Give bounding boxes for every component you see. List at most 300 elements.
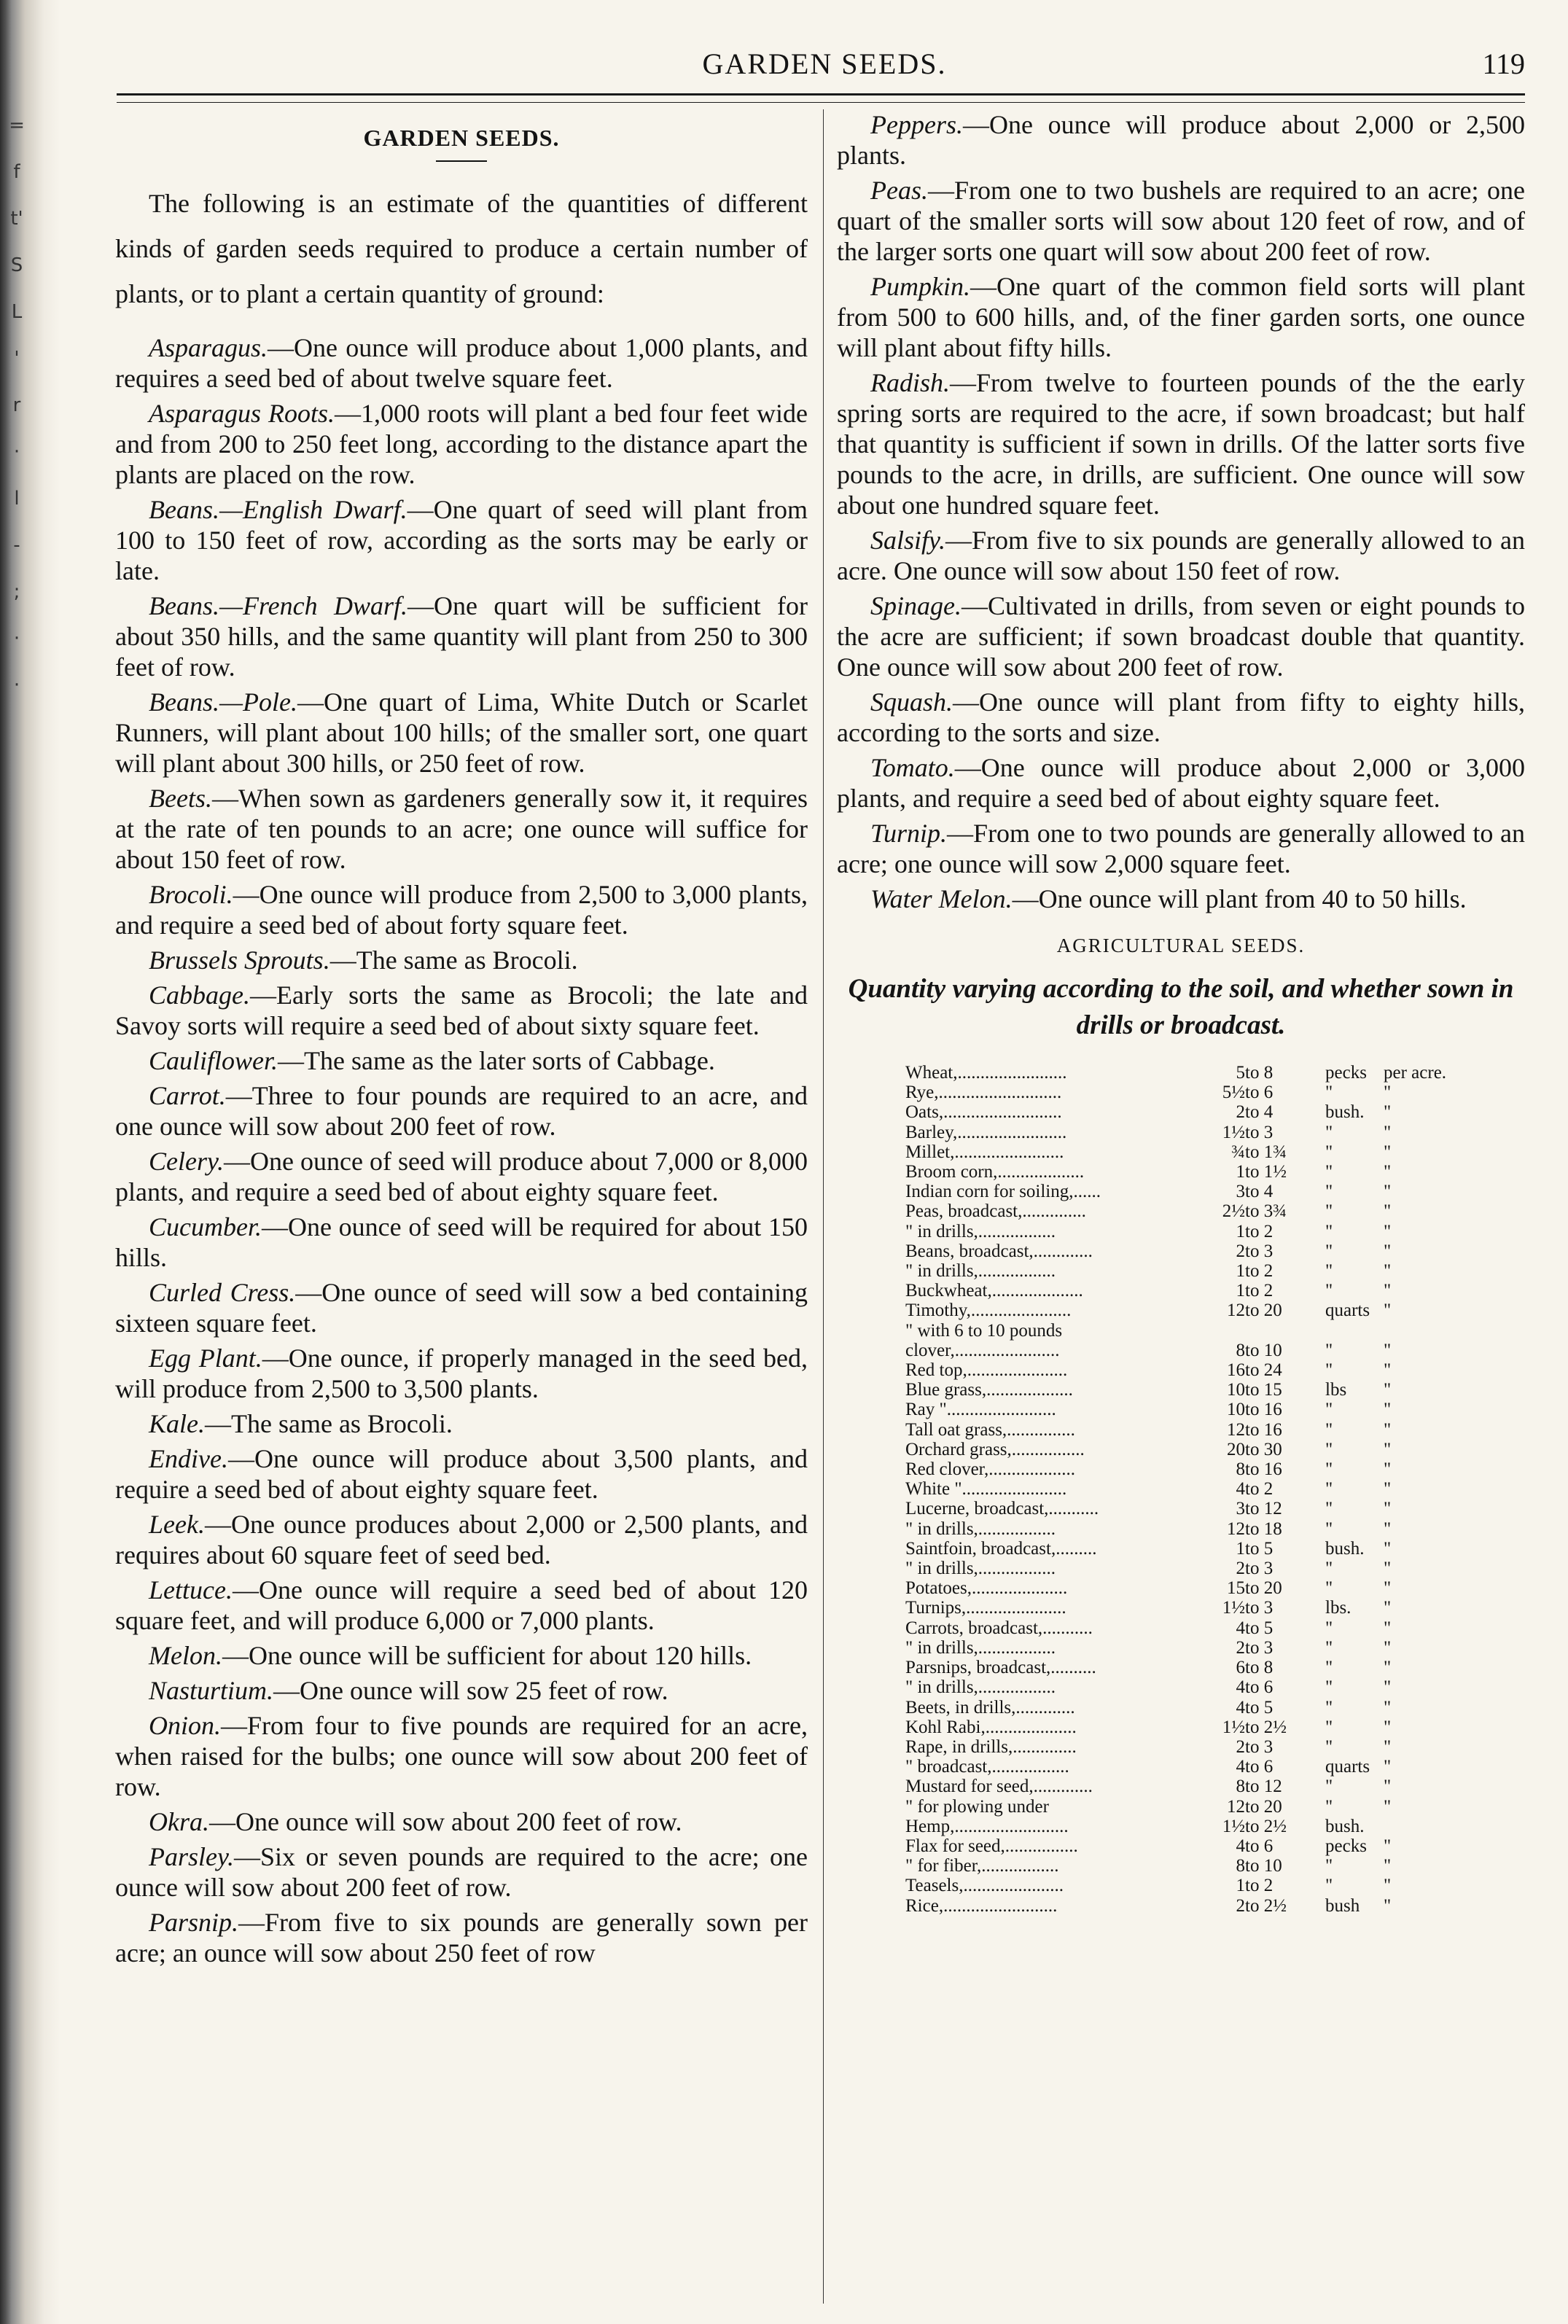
seed-entry xyxy=(837,752,1525,814)
cell-unit: " xyxy=(1325,1479,1333,1500)
seed-description: —Early sorts the same as Brocoli; the late and Savoy sorts will require a seed bed of about sixty square feet. xyxy=(115,980,808,1040)
seed-term: Lettuce. xyxy=(149,1575,233,1604)
seed-entry xyxy=(837,109,1525,171)
cell-tail: " xyxy=(1384,1697,1392,1717)
seed-description: —One ounce of seed will be required for about 150 hills. xyxy=(115,1212,808,1272)
agricultural-subtitle: Quantity varying according to the soil, and whether sown in drills or broadcast. xyxy=(848,974,1514,1040)
cell-crop: Rape, in drills,.............. xyxy=(905,1736,1077,1757)
seed-description: —One ounce will require a seed bed of about 120 square feet, and will produce 6,000 or 7,000 plants. xyxy=(115,1575,808,1635)
cell-crop: Hemp,......................... xyxy=(905,1816,1069,1836)
cell-to: to 3 xyxy=(1245,1637,1273,1658)
cell-to: to 6 xyxy=(1245,1083,1273,1103)
seed-entry xyxy=(115,1675,808,1706)
cell-unit: " xyxy=(1325,1122,1333,1142)
cell-unit: " xyxy=(1325,1261,1333,1282)
running-head: GARDEN SEEDS. xyxy=(702,47,947,80)
right-column xyxy=(837,109,1525,1916)
cell-lo: 3 xyxy=(1236,1499,1245,1519)
cell-lo: 1 xyxy=(1236,1162,1245,1182)
cell-unit: " xyxy=(1325,1459,1333,1480)
seed-entry xyxy=(115,1343,808,1404)
cell-to: to 10 xyxy=(1245,1856,1282,1876)
seed-term: Peppers. xyxy=(870,110,963,139)
seed-term: Brocoli. xyxy=(149,880,233,909)
table-row xyxy=(905,1083,1446,1102)
seed-description: —One ounce will plant from fifty to eighty hills, according to the sorts and size. xyxy=(837,687,1525,747)
cell-tail: " xyxy=(1384,1281,1392,1301)
seed-entry xyxy=(115,590,808,682)
margin-mark: · xyxy=(13,674,20,696)
seed-description: —1,000 roots will plant a bed four feet wide and from 200 to 250 feet long, according to the distance apart the plants are placed on the row. xyxy=(115,399,808,489)
page-header xyxy=(124,47,1525,90)
seed-term: Beans.—Pole. xyxy=(149,687,297,717)
seed-description: —One ounce, if properly managed in the seed bed, will produce from 2,500 to 3,500 plants. xyxy=(115,1344,808,1403)
cell-to: to 3 xyxy=(1245,1559,1273,1579)
cell-unit: " xyxy=(1325,1658,1333,1678)
cell-crop: Red clover,................... xyxy=(905,1459,1075,1480)
cell-lo: 1 xyxy=(1236,1261,1245,1282)
seed-term: Parsnip. xyxy=(149,1908,239,1937)
cell-crop: Teasels,...................... xyxy=(905,1876,1064,1896)
cell-lo: 4 xyxy=(1236,1757,1245,1777)
table-row xyxy=(905,1201,1446,1221)
table-row xyxy=(905,1677,1446,1697)
cell-unit: " xyxy=(1325,1419,1333,1440)
cell-crop: Peas, broadcast,.............. xyxy=(905,1201,1086,1222)
cell-to: to 24 xyxy=(1245,1360,1282,1381)
cell-crop: " in drills,................. xyxy=(905,1518,1056,1539)
seed-term: Beets. xyxy=(149,784,212,813)
cell-tail xyxy=(1384,1321,1446,1341)
seed-term: Salsify. xyxy=(870,526,946,555)
seed-term: Cabbage. xyxy=(149,980,250,1010)
cell-crop: Turnips,...................... xyxy=(905,1598,1066,1618)
cell-tail: " xyxy=(1384,1380,1392,1400)
seed-description: —Six or seven pounds are required to the acre; one ounce will sow about 200 feet of row. xyxy=(115,1842,808,1902)
cell-to: to 3 xyxy=(1245,1122,1273,1142)
cell-to: to 2½ xyxy=(1245,1895,1287,1916)
cell-unit: " xyxy=(1325,1400,1333,1420)
cell-unit: " xyxy=(1325,1736,1333,1757)
seed-entry xyxy=(837,884,1525,914)
cell-unit: " xyxy=(1325,1518,1333,1539)
cell-unit: pecks xyxy=(1325,1063,1367,1083)
seed-term: Peas. xyxy=(870,176,928,205)
cell-to: to 1¾ xyxy=(1245,1142,1287,1162)
left-entries xyxy=(115,332,808,1968)
seed-entry xyxy=(837,175,1525,267)
cell-unit xyxy=(1325,1321,1384,1341)
cell-lo: 1 xyxy=(1236,1281,1245,1301)
margin-mark: = xyxy=(9,114,25,136)
seed-term: Egg Plant. xyxy=(149,1344,262,1373)
seed-term: Endive. xyxy=(149,1444,228,1473)
cell-crop: Carrots, broadcast,........... xyxy=(905,1618,1093,1638)
cell-lo: 2 xyxy=(1236,1102,1245,1123)
cell-lo: 4 xyxy=(1236,1836,1245,1856)
cell-lo: ¾ xyxy=(1231,1142,1245,1162)
seed-entry xyxy=(115,494,808,586)
seed-entry xyxy=(115,332,808,394)
seed-entry xyxy=(115,1806,808,1837)
cell-lo: 10 xyxy=(1227,1380,1245,1400)
cell-tail: " xyxy=(1384,1538,1392,1559)
seed-entry xyxy=(837,367,1525,520)
cell-to: to 30 xyxy=(1245,1439,1282,1459)
cell-to: to 12 xyxy=(1245,1499,1282,1519)
table-row xyxy=(905,1261,1446,1281)
cell-crop: White "....................... xyxy=(905,1479,1067,1500)
table-row xyxy=(905,1102,1446,1122)
left-column xyxy=(115,109,808,1968)
cell-to: to 6 xyxy=(1245,1757,1273,1777)
cell-to: to 8 xyxy=(1245,1658,1273,1678)
cell-crop: Parsnips, broadcast,.......... xyxy=(905,1658,1096,1678)
cell-unit: " xyxy=(1325,1717,1333,1737)
cell-unit: " xyxy=(1325,1856,1333,1876)
cell-crop: Mustard for seed,............. xyxy=(905,1777,1093,1797)
cell-tail: " xyxy=(1384,1360,1392,1381)
table-row xyxy=(905,1222,1446,1241)
cell-unit: bush. xyxy=(1325,1538,1365,1559)
cell-to: to 2 xyxy=(1245,1221,1273,1241)
margin-mark: f xyxy=(13,161,20,183)
table-row xyxy=(905,1459,1446,1479)
cell-tail: " xyxy=(1384,1201,1392,1222)
cell-lo: 2 xyxy=(1236,1559,1245,1579)
cell-crop: " for fiber,................. xyxy=(905,1856,1059,1876)
cell-lo: 15 xyxy=(1227,1578,1245,1599)
cell-to: to 6 xyxy=(1245,1677,1273,1698)
cell-tail: " xyxy=(1384,1419,1392,1440)
table-row xyxy=(905,1539,1446,1559)
seed-entry xyxy=(115,945,808,975)
seed-term: Melon. xyxy=(149,1641,222,1670)
seed-description: —One quart of the common field sorts will plant from 500 to 600 hills, and, of the finer garden sorts, one ounce will plant about fifty hills. xyxy=(837,272,1525,362)
table-row xyxy=(905,1519,1446,1539)
cell-crop: " for plowing under xyxy=(905,1796,1049,1817)
cell-lo: 1 xyxy=(1236,1221,1245,1241)
cell-crop: Rice,......................... xyxy=(905,1895,1058,1916)
seed-description: —The same as the later sorts of Cabbage. xyxy=(278,1046,715,1075)
cell-to: to 18 xyxy=(1245,1518,1282,1539)
table-row xyxy=(905,1182,1446,1201)
seed-term: Water Melon. xyxy=(870,884,1013,913)
seed-description: —One ounce of seed will sow a bed containing sixteen square feet. xyxy=(115,1278,808,1338)
seed-entry xyxy=(837,525,1525,586)
cell-lo: 20 xyxy=(1227,1439,1245,1459)
seed-description: —One ounce will produce about 1,000 plants, and requires a seed bed of about twelve square feet. xyxy=(115,333,808,393)
cell-tail: " xyxy=(1384,1677,1392,1698)
table-row xyxy=(905,1578,1446,1598)
cell-lo: 8 xyxy=(1236,1459,1245,1480)
cell-lo: 4 xyxy=(1236,1618,1245,1638)
cell-crop: Tall oat grass,............... xyxy=(905,1419,1075,1440)
cell-lo: 12 xyxy=(1227,1796,1245,1817)
margin-mark: l xyxy=(14,488,20,510)
cell-lo: 4 xyxy=(1236,1677,1245,1698)
cell-unit: " xyxy=(1325,1677,1333,1698)
cell-to: to 5 xyxy=(1245,1538,1273,1559)
cell-unit: " xyxy=(1325,1360,1333,1381)
seed-term: Pumpkin. xyxy=(870,272,970,301)
cell-to: to 3 xyxy=(1245,1598,1273,1618)
cell-crop: Saintfoin, broadcast,......... xyxy=(905,1538,1097,1559)
seed-description: —One ounce will be sufficient for about 120 hills. xyxy=(222,1641,752,1670)
table-row xyxy=(905,1658,1446,1677)
cell-unit: " xyxy=(1325,1162,1333,1182)
cell-tail: " xyxy=(1384,1499,1392,1519)
cell-to xyxy=(1245,1321,1325,1341)
seed-term: Tomato. xyxy=(870,753,955,782)
cell-unit: " xyxy=(1325,1281,1333,1301)
cell-to: to 5 xyxy=(1245,1697,1273,1717)
cell-unit: " xyxy=(1325,1182,1333,1202)
cell-lo: 10 xyxy=(1227,1400,1245,1420)
cell-crop: " in drills,................. xyxy=(905,1221,1056,1241)
cell-crop: Lucerne, broadcast,........... xyxy=(905,1499,1099,1519)
cell-lo: 8 xyxy=(1236,1340,1245,1360)
seed-entry xyxy=(115,1509,808,1570)
cell-tail: " xyxy=(1384,1796,1392,1817)
cell-lo: 1½ xyxy=(1222,1717,1245,1737)
seed-description: —One ounce will produce from 2,500 to 3,000 plants, and require a seed bed of about forty square feet. xyxy=(115,880,808,940)
cell-tail: " xyxy=(1384,1717,1392,1737)
cell-tail: " xyxy=(1384,1598,1392,1618)
cell-lo: 1½ xyxy=(1222,1122,1245,1142)
seed-term: Beans.—French Dwarf. xyxy=(149,591,407,620)
cell-lo: 16 xyxy=(1227,1360,1245,1381)
seed-entry xyxy=(115,1443,808,1505)
cell-unit: " xyxy=(1325,1578,1333,1599)
table-row xyxy=(905,1360,1446,1380)
cell-unit: lbs xyxy=(1325,1380,1347,1400)
cell-tail: " xyxy=(1384,1618,1392,1638)
cell-tail: " xyxy=(1384,1459,1392,1480)
cell-unit: bush. xyxy=(1325,1816,1365,1836)
title-rule xyxy=(436,160,487,162)
cell-unit: quarts xyxy=(1325,1301,1370,1321)
cell-tail: " xyxy=(1384,1340,1392,1360)
seed-term: Leek. xyxy=(149,1510,205,1539)
cell-tail: " xyxy=(1384,1559,1392,1579)
cell-lo: 5½ xyxy=(1222,1083,1245,1103)
cell-unit: " xyxy=(1325,1777,1333,1797)
cell-to: to 15 xyxy=(1245,1380,1282,1400)
cell-unit: " xyxy=(1325,1221,1333,1241)
cell-crop: Oats,.......................... xyxy=(905,1102,1062,1123)
table-row xyxy=(905,1281,1446,1301)
table-row xyxy=(905,1817,1446,1836)
seed-description: —From twelve to fourteen pounds of the the early spring sorts are required to the acre, if sown broadcast; but half that quantity is sufficient if sown in drills. Of the latter sorts five pounds to the acre, in drills, are sufficient. One ounce will sow about one hundred square feet. xyxy=(837,368,1525,520)
cell-crop: Kohl Rabi,.................... xyxy=(905,1717,1077,1737)
seed-entry xyxy=(115,879,808,940)
cell-tail: " xyxy=(1384,1122,1392,1142)
cell-to: to 2 xyxy=(1245,1261,1273,1282)
cell-to: to 2 xyxy=(1245,1479,1273,1500)
cell-lo: 12 xyxy=(1227,1518,1245,1539)
cell-lo: 4 xyxy=(1236,1697,1245,1717)
seed-entry xyxy=(837,271,1525,363)
seed-description: —From four to five pounds are required for an acre, when raised for the bulbs; one ounce will sow about 200 feet of row. xyxy=(115,1711,808,1801)
cell-tail: " xyxy=(1384,1578,1392,1599)
seed-term: Beans.—English Dwarf. xyxy=(149,495,407,524)
cell-tail: " xyxy=(1384,1221,1392,1241)
cell-to: to 1½ xyxy=(1245,1162,1287,1182)
seed-description: —One ounce of seed will produce about 7,000 or 8,000 plants, and require a seed bed of about eighty square feet. xyxy=(115,1147,808,1206)
cell-crop: Flax for seed,................ xyxy=(905,1836,1078,1856)
cell-crop: Indian corn for soiling,...... xyxy=(905,1182,1101,1202)
seed-term: Radish. xyxy=(870,368,951,397)
cell-tail: " xyxy=(1384,1757,1392,1777)
cell-crop: Orchard grass,................ xyxy=(905,1439,1085,1459)
table-row xyxy=(905,1777,1446,1796)
seed-entry xyxy=(837,818,1525,879)
cell-crop: Beans, broadcast,............. xyxy=(905,1241,1093,1261)
table-row xyxy=(905,1757,1446,1777)
cell-lo: 2 xyxy=(1236,1736,1245,1757)
table-row xyxy=(905,1440,1446,1459)
table-row xyxy=(905,1559,1446,1578)
table-row xyxy=(905,1717,1446,1737)
cell-lo: 5 xyxy=(1236,1063,1245,1083)
cell-tail: " xyxy=(1384,1777,1392,1797)
right-entries xyxy=(837,109,1525,914)
cell-tail: " xyxy=(1384,1856,1392,1876)
seed-description: —Cultivated in drills, from seven or eight pounds to the acre are sufficient; if sown broadcast double that quantity. One ounce will sow about 200 feet of row. xyxy=(837,591,1525,682)
seed-entry xyxy=(115,398,808,490)
cell-unit: " xyxy=(1325,1637,1333,1658)
cell-lo: 1 xyxy=(1236,1538,1245,1559)
cell-lo xyxy=(1219,1321,1245,1341)
cell-tail: " xyxy=(1384,1876,1392,1896)
cell-to: to 2½ xyxy=(1245,1816,1287,1836)
cell-unit: " xyxy=(1325,1876,1333,1896)
cell-tail: " xyxy=(1384,1182,1392,1202)
cell-tail: " xyxy=(1384,1241,1392,1261)
seed-entry xyxy=(115,980,808,1041)
seed-description: —From five to six pounds are generally allowed to an acre. One ounce will sow about 150 feet of row. xyxy=(837,526,1525,585)
cell-unit: " xyxy=(1325,1439,1333,1459)
margin-mark: ; xyxy=(13,581,20,603)
table-row xyxy=(905,1341,1446,1360)
seed-description: —One ounce produces about 2,000 or 2,500 plants, and requires about 60 square feet of seed bed. xyxy=(115,1510,808,1570)
cell-crop: Wheat,........................ xyxy=(905,1063,1067,1083)
table-row xyxy=(905,1400,1446,1419)
cell-tail: " xyxy=(1384,1439,1392,1459)
cell-lo: 12 xyxy=(1227,1419,1245,1440)
seed-entry xyxy=(115,1045,808,1076)
table-row xyxy=(905,1479,1446,1499)
seed-description: —From five to six pounds are generally sown per acre; an ounce will sow about 250 feet of row xyxy=(115,1908,808,1968)
table-row xyxy=(905,1241,1446,1261)
table-row xyxy=(905,1856,1446,1876)
agricultural-title: AGRICULTURAL SEEDS. xyxy=(1056,935,1306,956)
seed-entry xyxy=(115,783,808,875)
seed-term: Cucumber. xyxy=(149,1212,262,1241)
margin-mark: r xyxy=(12,394,21,416)
cell-to: to 2 xyxy=(1245,1281,1273,1301)
table-row xyxy=(905,1896,1446,1916)
table-row xyxy=(905,1618,1446,1638)
seed-term: Asparagus Roots. xyxy=(149,399,335,428)
cell-unit: bush xyxy=(1325,1895,1360,1916)
cell-tail: " xyxy=(1384,1895,1392,1916)
seed-term: Brussels Sprouts. xyxy=(149,945,330,975)
cell-lo: 2 xyxy=(1236,1637,1245,1658)
cell-to: to 2½ xyxy=(1245,1717,1287,1737)
cell-to: to 3 xyxy=(1245,1241,1273,1261)
agricultural-seeds-table xyxy=(905,1063,1446,1916)
cell-lo: 6 xyxy=(1236,1658,1245,1678)
cell-tail: " xyxy=(1384,1301,1392,1321)
cell-crop: " with 6 to 10 pounds xyxy=(905,1320,1063,1341)
cell-crop: " in drills,................. xyxy=(905,1261,1056,1282)
cell-unit: quarts xyxy=(1325,1757,1370,1777)
seed-entry xyxy=(115,1408,808,1439)
table-row xyxy=(905,1638,1446,1658)
cell-to: to 16 xyxy=(1245,1459,1282,1480)
table-row xyxy=(905,1380,1446,1400)
table-row xyxy=(905,1321,1446,1341)
cell-unit: " xyxy=(1325,1142,1333,1162)
cell-to: to 4 xyxy=(1245,1182,1273,1202)
cell-tail xyxy=(1384,1817,1446,1836)
cell-to: to 16 xyxy=(1245,1419,1282,1440)
cell-unit: bush. xyxy=(1325,1102,1365,1123)
cell-lo: 8 xyxy=(1236,1856,1245,1876)
seed-entry xyxy=(115,1640,808,1671)
cell-to: to 3 xyxy=(1245,1736,1273,1757)
table-row xyxy=(905,1737,1446,1757)
seed-description: —The same as Brocoli. xyxy=(205,1409,453,1438)
cell-lo: 1 xyxy=(1236,1876,1245,1896)
seed-term: Nasturtium. xyxy=(149,1676,274,1705)
cell-crop: Barley,........................ xyxy=(905,1122,1067,1142)
cell-tail: " xyxy=(1384,1102,1392,1123)
cell-tail: " xyxy=(1384,1658,1392,1678)
seed-term: Parsley. xyxy=(149,1842,234,1871)
cell-lo: 2 xyxy=(1236,1895,1245,1916)
cell-lo: 1½ xyxy=(1222,1816,1245,1836)
cell-tail: " xyxy=(1384,1479,1392,1500)
cell-to: to 20 xyxy=(1245,1796,1282,1817)
cell-unit: " xyxy=(1325,1083,1333,1103)
seed-description: —One ounce will sow about 200 feet of row. xyxy=(209,1807,682,1836)
table-row xyxy=(905,1142,1446,1162)
cell-unit: " xyxy=(1325,1796,1333,1817)
seed-description: —One ounce will plant from 40 to 50 hills. xyxy=(1012,884,1467,913)
seed-description: —One ounce will produce about 2,000 or 2,500 plants. xyxy=(837,110,1525,170)
table-row xyxy=(905,1836,1446,1856)
seed-entry xyxy=(115,1212,808,1273)
seed-term: Cauliflower. xyxy=(149,1046,278,1075)
cell-lo: 2 xyxy=(1236,1241,1245,1261)
table-row xyxy=(905,1797,1446,1817)
seed-term: Okra. xyxy=(149,1807,209,1836)
seed-description: —One quart will be sufficient for about 350 hills, and the same quantity will plant from 250 to 300 feet of row. xyxy=(115,591,808,682)
seed-description: —One quart of Lima, White Dutch or Scarlet Runners, will plant about 100 hills; of the smaller sort, one quart will plant about 300 hills, or 250 feet of row. xyxy=(115,687,808,778)
seed-entry xyxy=(115,687,808,779)
cell-crop: " in drills,................. xyxy=(905,1559,1056,1579)
seed-entry xyxy=(115,1277,808,1338)
seed-description: —From one to two pounds are generally allowed to an acre; one ounce will sow 2,000 square feet. xyxy=(837,819,1525,878)
header-rule xyxy=(117,93,1525,103)
seed-entry xyxy=(115,1841,808,1903)
cell-crop: Timothy,...................... xyxy=(905,1301,1072,1321)
cell-to: to 12 xyxy=(1245,1777,1282,1797)
cell-to: to 16 xyxy=(1245,1400,1282,1420)
